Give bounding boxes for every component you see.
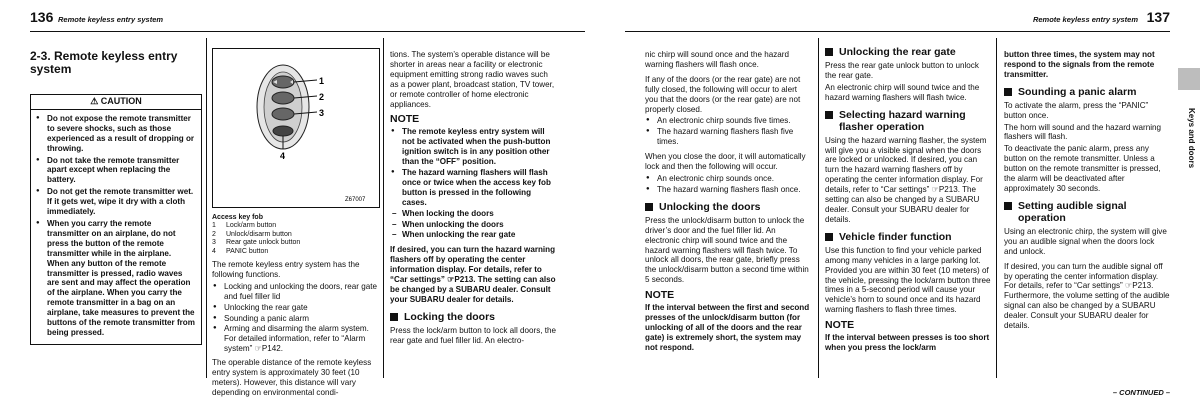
column-divider: [996, 38, 997, 378]
audible-text-1: Using an electronic chirp, the system will give you an audible signal when the doors lock and unlock.: [1004, 226, 1167, 256]
function-item: ● Sounding a panic alarm: [212, 314, 380, 324]
hazard-flasher-heading: Selecting hazard warning flasher operation: [825, 109, 991, 133]
right-page-header: [625, 4, 1170, 32]
panic-text-1: To activate the alarm, press the “PANIC” button once.: [1004, 100, 1149, 120]
column-2: [212, 48, 380, 400]
section-title: 2-3. Remote keyless entry system: [30, 49, 178, 76]
function-item: ● Unlocking the rear gate: [212, 303, 380, 313]
vehicle-finder-heading: Vehicle finder function: [825, 231, 991, 243]
caution-title: CAUTION: [100, 96, 142, 106]
right-page-title: Remote keyless entry system: [1032, 15, 1138, 24]
not-closed-text: If any of the doors (or the rear gate) are not fully closed, the following will occur to alert you that the doors (or the rear gate) are not properly closed.: [645, 74, 801, 114]
key-fob-figure: [212, 48, 380, 208]
note-title: NOTE: [645, 289, 675, 302]
alert-item: ● An electronic chirp sounds five times.: [645, 116, 812, 126]
warning-triangle-icon: ⚠: [90, 96, 99, 106]
finder-note-text: If the interval between presses is too short when you press the lock/arm: [825, 333, 990, 352]
column-divider: [206, 38, 207, 378]
fob-legend-title: Access key fob: [212, 214, 263, 221]
caution-item: ● Do not expose the remote transmitter to severe shocks, such as those experienced as a result of dropping or throwing.: [35, 114, 195, 154]
callout-3: 3: [319, 108, 325, 118]
continued-label: – CONTINUED –: [1112, 388, 1170, 397]
audible-signal-heading: Setting audible signal operation: [1004, 200, 1170, 224]
note-dash-item: – When unlocking the doors: [390, 220, 558, 230]
unlocking-doors-heading: Unlocking the doors: [645, 201, 812, 213]
operable-distance-text: The operable distance of the remote keyless entry system is approximately 30 feet (10 meters). However, this distance will vary depending on environmental condi-: [212, 358, 372, 397]
lock-chirp-text: nic chirp will sound once and the hazard warning flashers will flash once.: [645, 50, 789, 69]
callout-4: 4: [280, 151, 286, 161]
column-divider: [818, 38, 819, 378]
rear-gate-text-1: Press the rear gate unlock button to unlock the rear gate.: [825, 61, 979, 80]
note-item: ● The hazard warning flashers will flash once or twice when the access key fob button is pressed in the following cases.: [390, 168, 558, 208]
rear-gate-text-2: An electronic chirp will sound twice and the hazard warning flashers will flash twice.: [825, 82, 980, 102]
left-page-number: 136: [30, 9, 54, 25]
panic-alarm-heading: Sounding a panic alarm: [1004, 86, 1170, 98]
function-item: ● Arming and disarming the alarm system. For detailed information, refer to “Alarm system” ☞P142.: [212, 324, 380, 354]
fob-legend-item: 3 Rear gate unlock button: [212, 239, 301, 247]
hazard-flasher-text: Using the hazard warning flasher, the system will give you a visible signal when the doors are locked or unlocked. If desired, you can turn the hazard warning flashers off by operating the center information display. For details, refer to “Car settings” ☞P213. The setting can also be changed by a SUBARU dealer. Consult your SUBARU dealer for details.: [825, 135, 987, 224]
note-item: ● The remote keyless entry system will not be activated when the push-button ignition switch is in any position other than the “OFF” position.: [390, 127, 558, 167]
right-page-number: 137: [1146, 9, 1170, 25]
column-6: [1004, 50, 1170, 333]
left-page-header: [30, 4, 585, 32]
locking-doors-text: Press the lock/arm button to lock all doors, the rear gate and fuel filler lid. An electro-: [390, 325, 557, 345]
note-tail: If desired, you can turn the hazard warning flashers off by operating the center information display. For details, refer to “Car settings” ☞P213. The setting can also be changed by a SUBARU dealer. Consult your SUBARU dealer for details.: [390, 245, 556, 304]
fob-legend-item: 1 Lock/arm button: [212, 222, 277, 230]
key-fob-illustration: [213, 49, 379, 207]
left-page-title: Remote keyless entry system: [58, 15, 164, 24]
chapter-tab-marker: [1178, 68, 1200, 90]
note-dash-item: – When unlocking the rear gate: [390, 230, 558, 240]
note-title: NOTE: [825, 319, 855, 332]
column-4: [645, 50, 812, 355]
auto-lock-text: When you close the door, it will automatically lock and then the following will occur.: [645, 152, 806, 172]
unlock-note-text: If the interval between the first and second presses of the unlock/disarm button (for unlocking of all of the doors and the rear gate) is extremely short, the system may not respond.: [645, 303, 810, 352]
caution-item: ● Do not take the remote transmitter apart except when replacing the battery.: [35, 156, 195, 186]
auto-lock-item: ● An electronic chirp sounds once.: [645, 174, 812, 184]
caution-box: [30, 94, 202, 345]
function-item: ● Locking and unlocking the doors, rear gate and fuel filler lid: [212, 282, 380, 302]
rear-gate-heading: Unlocking the rear gate: [825, 46, 991, 58]
note-dash-item: – When locking the doors: [390, 209, 558, 219]
callout-2: 2: [319, 92, 325, 102]
audible-text-2: If desired, you can turn the audible signal off by operating the center information display. For details, refer to “Car settings” ☞P213. Furthermore, the volume setting of the audible signal can also be changed by a SUBARU dealer. Consult your SUBARU dealer for details.: [1004, 261, 1170, 331]
column-3: [390, 50, 558, 348]
locking-doors-heading: Locking the doors: [390, 311, 558, 323]
caution-item: ● Do not get the remote transmitter wet. If it gets wet, wipe it dry with a cloth immediately.: [35, 187, 195, 217]
vehicle-finder-text: Use this function to find your vehicle parked among many vehicles in a large parking lot. Provided you are within 30 feet (10 meters) of the vehicle, pressing the lock/arm button three times in a 5-second period will cause your vehicle’s horn to sound once and its hazard warning flashers to flash three times.: [825, 245, 991, 315]
auto-lock-item: ● The hazard warning flashers flash once.: [645, 185, 812, 195]
fob-legend-item: 2 Unlock/disarm button: [212, 230, 292, 238]
finder-note-cont: button three times, the system may not respond to the signals from the remote transmitter.: [1004, 50, 1155, 79]
functions-intro: The remote keyless entry system has the following functions.: [212, 260, 360, 279]
note-title: NOTE: [390, 113, 420, 126]
caution-item: ● When you carry the remote transmitter on an airplane, do not press the button of the remote transmitter while in the airplane. When any button of the remote transmitter is pressed, radio waves are sent and may affect the operation of the airplane. When you carry the remote transmitter in a bag on an airplane, take measures to prevent the buttons of the remote transmitter from being pressed.: [35, 219, 195, 338]
fob-legend-item: 4 PANIC button: [212, 247, 269, 255]
column-5: [825, 46, 991, 355]
caution-header: [31, 95, 201, 110]
panic-text-3: To deactivate the panic alarm, press any button on the remote transmitter. Unless a button on the remote transmitter is pressed, the alarm will be deactivated after approximately 30 seconds.: [1004, 144, 1161, 193]
figure-code: Z67007: [345, 197, 366, 203]
column-1: [30, 50, 202, 345]
panic-text-2: The horn will sound and the hazard warning flashers will flash.: [1004, 122, 1162, 142]
alert-item: ● The hazard warning flashers flash five times.: [645, 127, 812, 147]
chapter-side-label: Keys and doors: [1187, 108, 1196, 169]
callout-1: 1: [319, 76, 325, 86]
operable-distance-cont: tions. The system’s operable distance will be shorter in areas near a facility or electronic equipment emitting strong radio waves such as a power plant, broadcast station, TV tower, or remote controller of home electronic appliances.: [390, 50, 555, 109]
unlocking-doors-text: Press the unlock/disarm button to unlock the driver’s door and the fuel filler lid. An electronic chirp will sound twice and the hazard warning flashers will flash twice. To unlock all doors, the rear gate, briefly press the unlock/disarm button a second time within 5 seconds.: [645, 215, 809, 285]
column-divider: [383, 38, 384, 378]
